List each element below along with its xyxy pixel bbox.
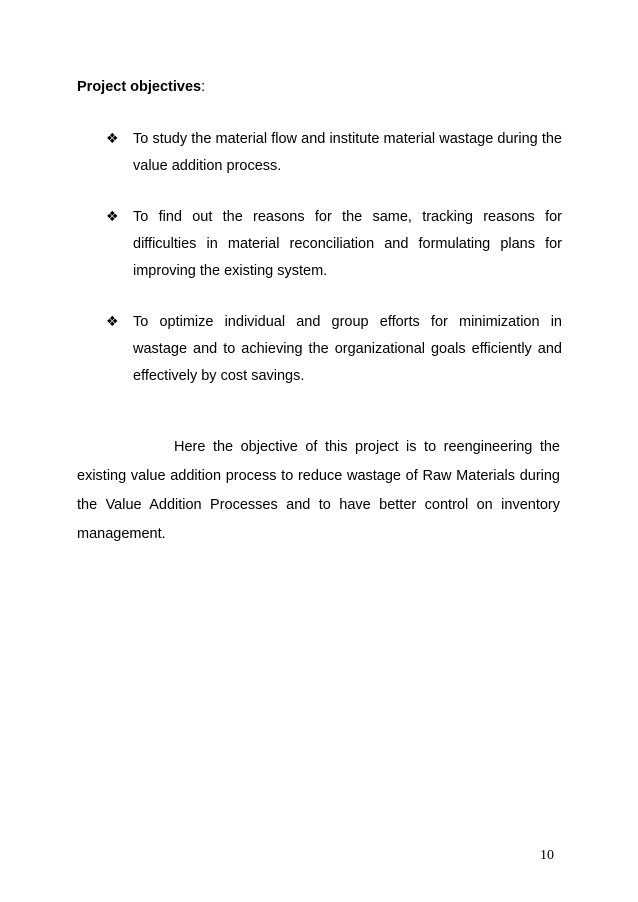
objective-item [106,126,562,180]
objective-text: To optimize individual and group efforts for minimization in wastage and to achieving the organizational goals efficiently and effectively by cost savings. [133,314,562,384]
diamond-bullet-icon: ❖ [106,131,119,147]
objective-item [106,309,562,390]
diamond-bullet-icon: ❖ [106,314,119,330]
body-paragraph: Here the objective of this project is to reengineering the existing value addition process to reduce wastage of Raw Materials during the Value Addition Processes and to have better control on inventory management. [77,439,560,542]
objective-text: To find out the reasons for the same, tracking reasons for difficulties in material reconciliation and formulating plans for improving the existing system. [133,209,562,279]
diamond-bullet-icon: ❖ [106,209,119,225]
objective-item [106,204,562,285]
section-heading [77,77,205,97]
page-number: 10 [540,848,554,863]
objective-text: To study the material flow and institute material wastage during the value addition process. [133,131,562,174]
heading-title: Project objectives [77,79,202,95]
objectives-list [106,126,562,414]
heading-colon: : [201,79,206,95]
